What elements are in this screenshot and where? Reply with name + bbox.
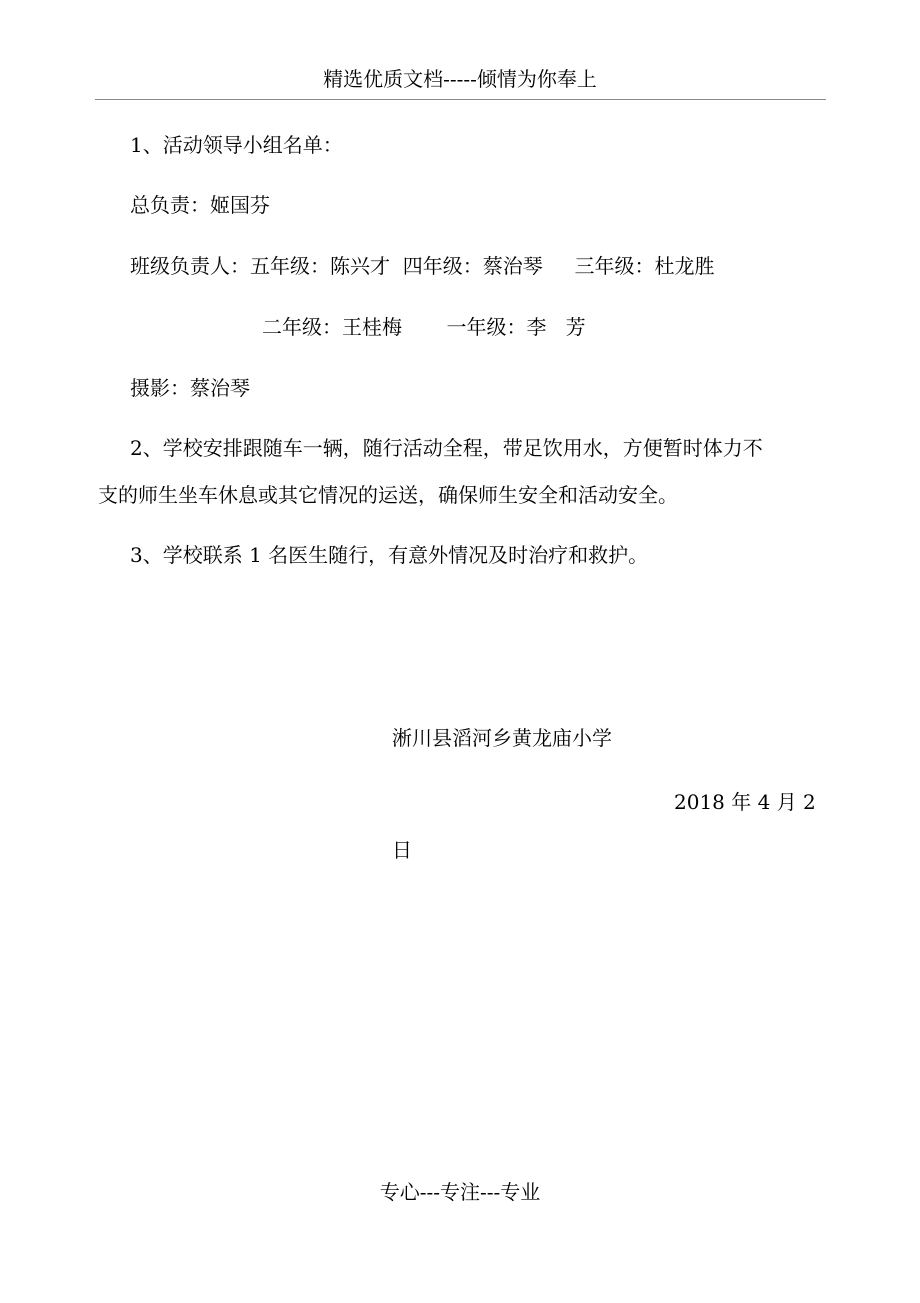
chief-responsible: 总负责：姬国芬 xyxy=(130,193,270,217)
page-header: 精选优质文档-----倾情为你奉上 xyxy=(323,67,597,91)
page-footer: 专心---专注---专业 xyxy=(379,1180,541,1204)
item2-line-2: 支的师生坐车休息或其它情况的运送，确保师生安全和活动安全。 xyxy=(98,483,678,507)
item3: 3、学校联系 1 名医生随行，有意外情况及时治疗和救护。 xyxy=(130,543,649,567)
header-divider xyxy=(95,99,826,100)
signature-date: 2018 年 4 月 2 xyxy=(674,790,816,814)
class-leaders-line-1: 班级负责人：五年级：陈兴才 四年级：蔡治琴 三年级：杜龙胜 xyxy=(130,254,715,278)
photography: 摄影：蔡治琴 xyxy=(130,376,250,400)
signature-organization: 淅川县滔河乡黄龙庙小学 xyxy=(392,726,612,750)
item2-line-1: 2、学校安排跟随车一辆，随行活动全程，带足饮用水，方便暂时体力不 xyxy=(130,436,763,460)
item1-heading: 1、活动领导小组名单： xyxy=(130,133,343,157)
signature-date-day: 日 xyxy=(392,838,412,862)
class-leaders-line-2: 二年级：王桂梅 一年级：李 芳 xyxy=(262,315,586,339)
